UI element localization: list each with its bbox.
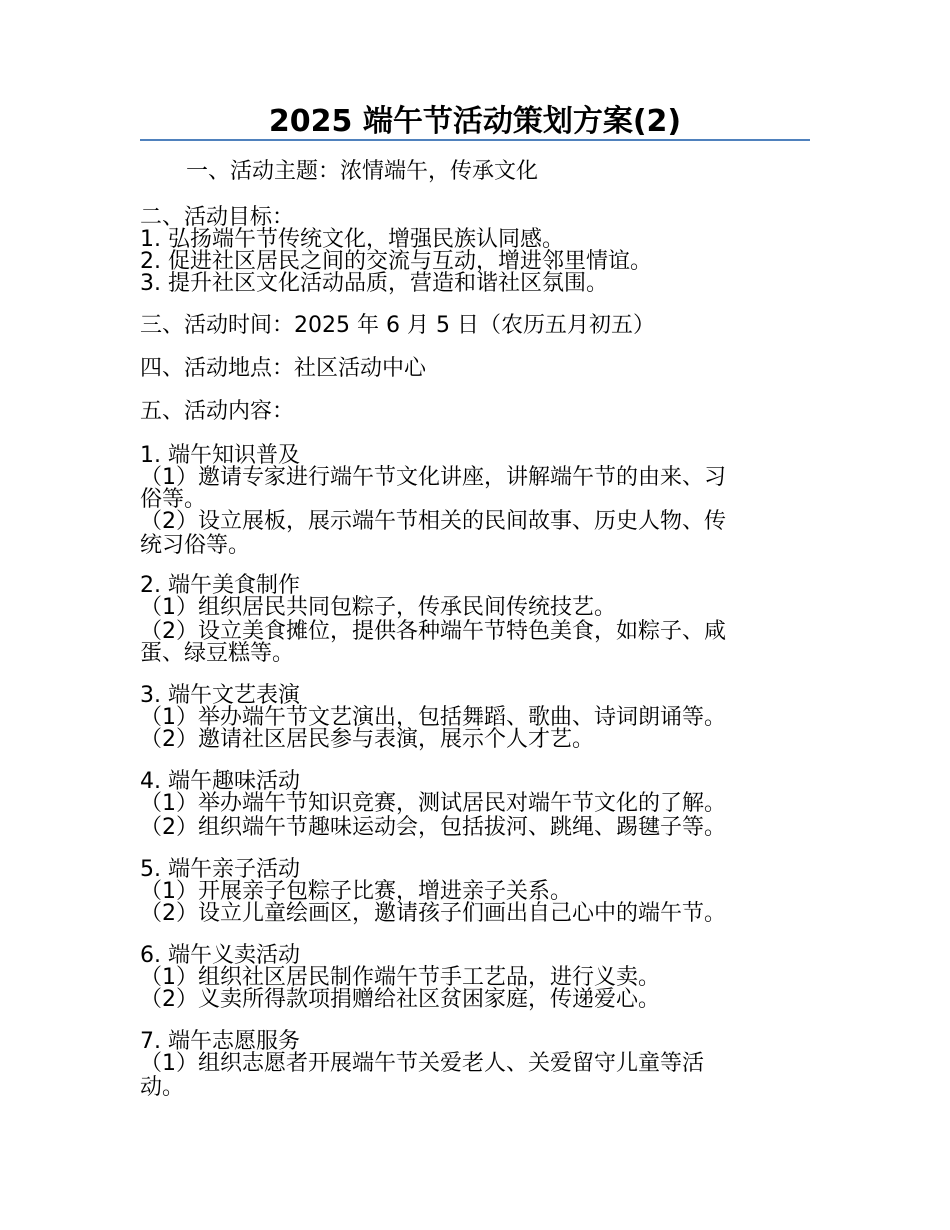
content-item-3-sub-1: （1）举办端午节文艺演出，包括舞蹈、歌曲、诗词朗诵等。 <box>140 705 726 730</box>
content-item-3-sub-2: （2）邀请社区居民参与表演，展示个人才艺。 <box>140 727 594 752</box>
content-item-2-sub-1: （1）组织居民共同包粽子，传承民间传统技艺。 <box>140 595 616 620</box>
goal-item-1: 1. 弘扬端午节传统文化，增强民族认同感。 <box>140 227 564 252</box>
content-item-2-sub-2-cont: 蛋、绿豆糕等。 <box>140 641 295 666</box>
content-item-1-heading: 1. 端午知识普及 <box>140 443 300 468</box>
goal-item-3: 3. 提升社区文化活动品质，营造和谐社区氛围。 <box>140 271 608 296</box>
content-item-6-heading: 6. 端午义卖活动 <box>140 943 300 968</box>
document-title: 2025 端午节活动策划方案(2) <box>268 104 682 139</box>
section-content-heading: 五、活动内容： <box>140 399 295 424</box>
content-item-5-sub-2: （2）设立儿童绘画区，邀请孩子们画出自己心中的端午节。 <box>140 901 726 926</box>
title-underline <box>140 139 810 141</box>
content-item-1-sub-1-cont: 俗等。 <box>140 487 207 512</box>
content-item-4-sub-1: （1）举办端午节知识竞赛，测试居民对端午节文化的了解。 <box>140 791 726 816</box>
content-item-5-heading: 5. 端午亲子活动 <box>140 857 300 882</box>
content-item-4-sub-2: （2）组织端午节趣味运动会，包括拔河、跳绳、踢毽子等。 <box>140 815 726 840</box>
section-location: 四、活动地点：社区活动中心 <box>140 356 427 381</box>
content-item-6-sub-2: （2）义卖所得款项捐赠给社区贫困家庭，传递爱心。 <box>140 987 660 1012</box>
content-item-6-sub-1: （1）组织社区居民制作端午节手工艺品，进行义卖。 <box>140 965 660 990</box>
content-item-7-sub-1: （1）组织志愿者开展端午节关爱老人、关爱留守儿童等活 <box>140 1051 704 1076</box>
content-item-2-sub-2: （2）设立美食摊位，提供各种端午节特色美食，如粽子、咸 <box>140 619 726 644</box>
section-theme: 一、活动主题：浓情端午，传承文化 <box>186 159 539 184</box>
section-goals-heading: 二、活动目标： <box>140 205 295 230</box>
content-item-3-heading: 3. 端午文艺表演 <box>140 683 300 708</box>
content-item-7-sub-1-cont: 动。 <box>140 1075 185 1100</box>
content-item-1-sub-1: （1）邀请专家进行端午节文化讲座，讲解端午节的由来、习 <box>140 465 726 490</box>
section-time: 三、活动时间：2025 年 6 月 5 日（农历五月初五） <box>140 313 655 338</box>
content-item-5-sub-1: （1）开展亲子包粽子比赛，增进亲子关系。 <box>140 879 572 904</box>
goal-item-2: 2. 促进社区居民之间的交流与互动，增进邻里情谊。 <box>140 249 652 274</box>
content-item-7-heading: 7. 端午志愿服务 <box>140 1029 300 1054</box>
content-item-1-sub-2-cont: 统习俗等。 <box>140 533 251 558</box>
content-item-1-sub-2: （2）设立展板，展示端午节相关的民间故事、历史人物、传 <box>140 509 726 534</box>
content-item-2-heading: 2. 端午美食制作 <box>140 573 300 598</box>
content-item-4-heading: 4. 端午趣味活动 <box>140 769 300 794</box>
